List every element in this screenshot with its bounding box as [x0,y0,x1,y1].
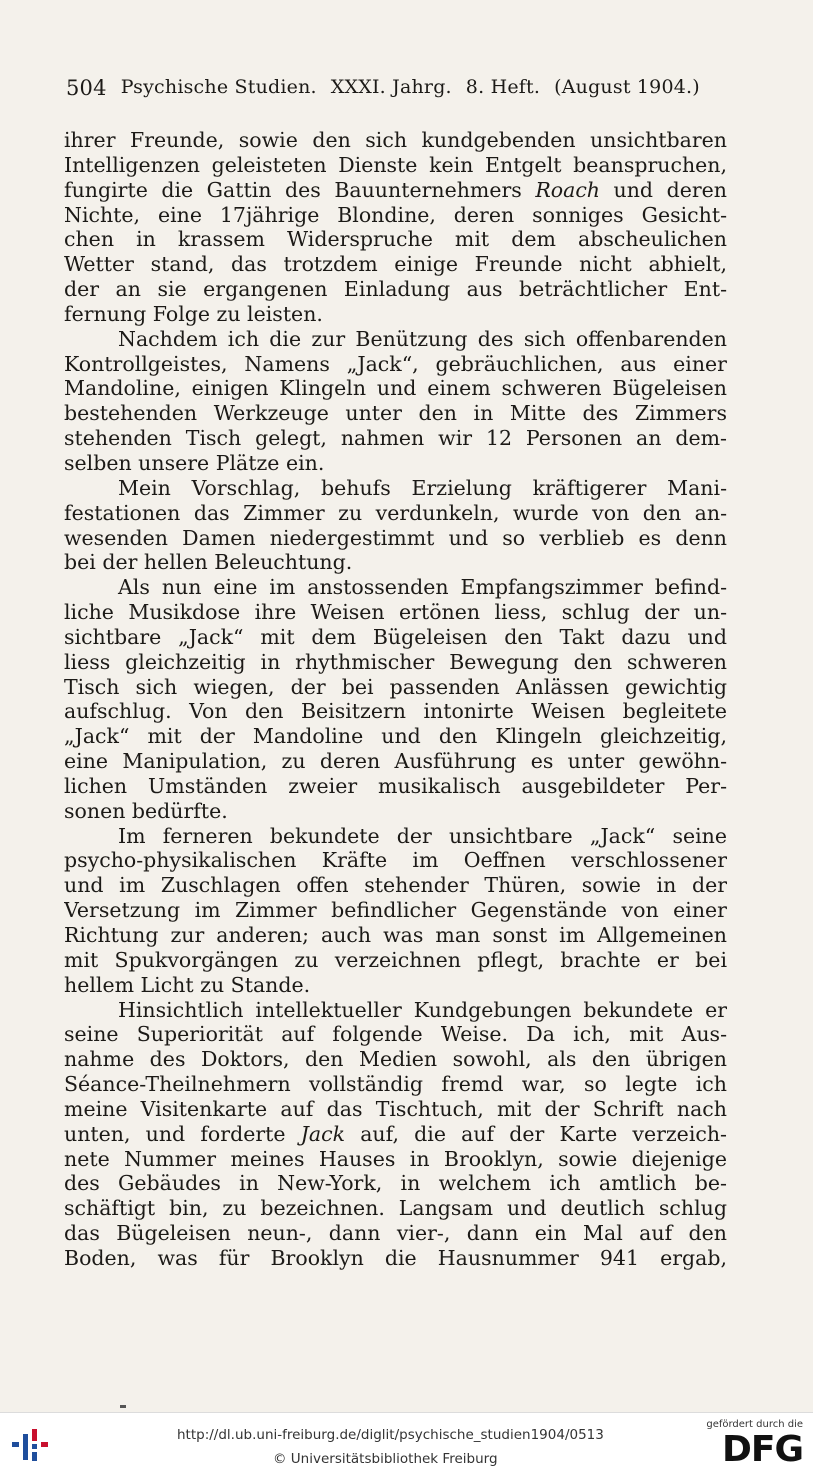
viewer-footer [0,1412,813,1474]
text-line: Im ferneren bekundete der unsichtbare „Jack“ seine [118,823,727,848]
text-line: Nachdem ich die zur Benützung des sich offenbarenden [118,326,727,351]
text-line: bestehenden Werkzeuge unter den in Mitte des Zimmers [64,401,727,426]
text-line: nete Nummer meines Hauses in Brooklyn, sowie diejenige [64,1146,727,1171]
name-roach: Roach [535,177,601,202]
text-line: psycho-physikalischen Kräfte im Oeffnen verschlossener [64,848,727,873]
text-line: schäftigt bin, zu bezeichnen. Langsam und deutlich schlug [64,1196,727,1221]
text-line: Tisch sich wiegen, der bei passenden Anlässen gewichtig [64,674,727,699]
issue-date: (August 1904.) [554,76,700,98]
text-line: hellem Licht zu Stande. [64,972,311,997]
journal-title: Psychische Studien. [120,76,317,98]
text-line: Mandoline, einigen Klingeln und einem schweren Bügeleisen [64,376,727,401]
text-line: Richtung zur anderen; auch was man sonst im Allgemeinen [64,923,727,947]
text-line: eine Manipulation, zu deren Ausführung es unter gewöhn- [64,749,727,774]
print-mark [120,1405,126,1408]
copyright-notice: © Universitätsbibliothek Freiburg [273,1451,498,1467]
text-line: liess gleichzeitig in rhythmischer Bewegung den schweren [64,649,727,674]
text-line: aufschlug. Von den Beisitzern intonirte Weisen begleitete [64,699,727,724]
text-line: Hinsichtlich intellektueller Kundgebungen bekundete er [118,997,727,1022]
name-jack: Jack [300,1121,346,1146]
dfg-logo-icon: DFG [721,1429,803,1470]
text-line: Versetzung im Zimmer befindlicher Gegenstände von einer [64,898,727,923]
text-line: seine Superiorität auf folgende Weise. Da ich, mit Aus- [64,1022,727,1047]
text-line: fernung Folge zu leisten. [64,301,323,326]
text-line: lichen Umständen zweier musikalisch ausgebildeter Per- [64,773,727,798]
text-line: mit Spukvorgängen zu verzeichnen pflegt, brachte er bei [64,947,727,972]
page-number: 504 [66,76,107,100]
text-line: nahme des Doktors, den Medien sowohl, als den übrigen [64,1047,727,1072]
text-line: der an sie ergangenen Einladung aus beträchtlicher Ent- [64,277,727,302]
text-line: sichtbare „Jack“ mit dem Bügeleisen den Takt dazu und [64,624,727,649]
text-line: Kontrollgeistes, Namens „Jack“, gebräuchlichen, aus einer [64,351,727,376]
text-line: Als nun eine im anstossenden Empfangszimmer befind- [118,575,727,600]
text-line: das Bügeleisen neun-, dann vier-, dann ein Mal auf den [64,1221,727,1246]
text-line: Mein Vorschlag, behufs Erzielung kräftigerer Mani- [118,475,727,500]
text-line: selben unsere Plätze ein. [64,450,325,475]
text-line: meine Visitenkarte auf das Tischtuch, mit der Schrift nach [64,1096,727,1121]
text-line: sonen bedürfte. [64,798,228,823]
text-line: und im Zuschlagen offen stehender Thüren, sowie in der [64,873,727,898]
text-line: des Gebäudes in New-York, in welchem ich amtlich be- [64,1171,727,1196]
body-text [64,128,727,1271]
text-line: Boden, was für Brooklyn die Hausnummer 941 ergab, [64,1245,727,1270]
issue: 8. Heft. [465,76,541,98]
text-line: chen in krassem Widerspruche mit dem abscheulichen [64,227,727,252]
text-line: Séance-Theilnehmern vollständig fremd war, so legte ich [64,1072,727,1097]
text-line: festationen das Zimmer zu verdunkeln, wurde von den an- [64,500,727,525]
text-line: liche Musikdose ihre Weisen ertönen liess, schlug der un- [64,600,727,625]
running-header [66,76,706,100]
text-line: unten, und forderte Jack auf, die auf der Karte verzeich- [64,1121,727,1146]
ub-freiburg-logo-icon [10,1427,56,1463]
text-line: bei der hellen Beleuchtung. [64,550,353,575]
text-line: fungirte die Gattin des Bauunternehmers Roach und deren [64,177,727,202]
text-line: Wetter stand, das trotzdem einige Freunde nicht abhielt, [64,252,727,277]
permalink-url[interactable]: http://dl.ub.uni-freiburg.de/diglit/psychische_studien1904/0513 [177,1427,604,1443]
text-line: „Jack“ mit der Mandoline und den Klingeln gleichzeitig, [64,724,727,749]
text-line: ihrer Freunde, sowie den sich kundgebenden unsichtbaren [64,128,727,152]
volume: XXXI. Jahrg. [330,76,452,98]
dfg-tagline: gefördert durch die [706,1419,803,1430]
text-line: Nichte, eine 17jährige Blondine, deren sonniges Gesicht- [64,202,727,227]
text-line: wesenden Damen niedergestimmt und so verblieb es denn [64,525,727,550]
text-line: Intelligenzen geleisteten Dienste kein Entgelt beanspruchen, [64,152,727,177]
text-line: stehenden Tisch gelegt, nahmen wir 12 Personen an dem- [64,426,727,451]
